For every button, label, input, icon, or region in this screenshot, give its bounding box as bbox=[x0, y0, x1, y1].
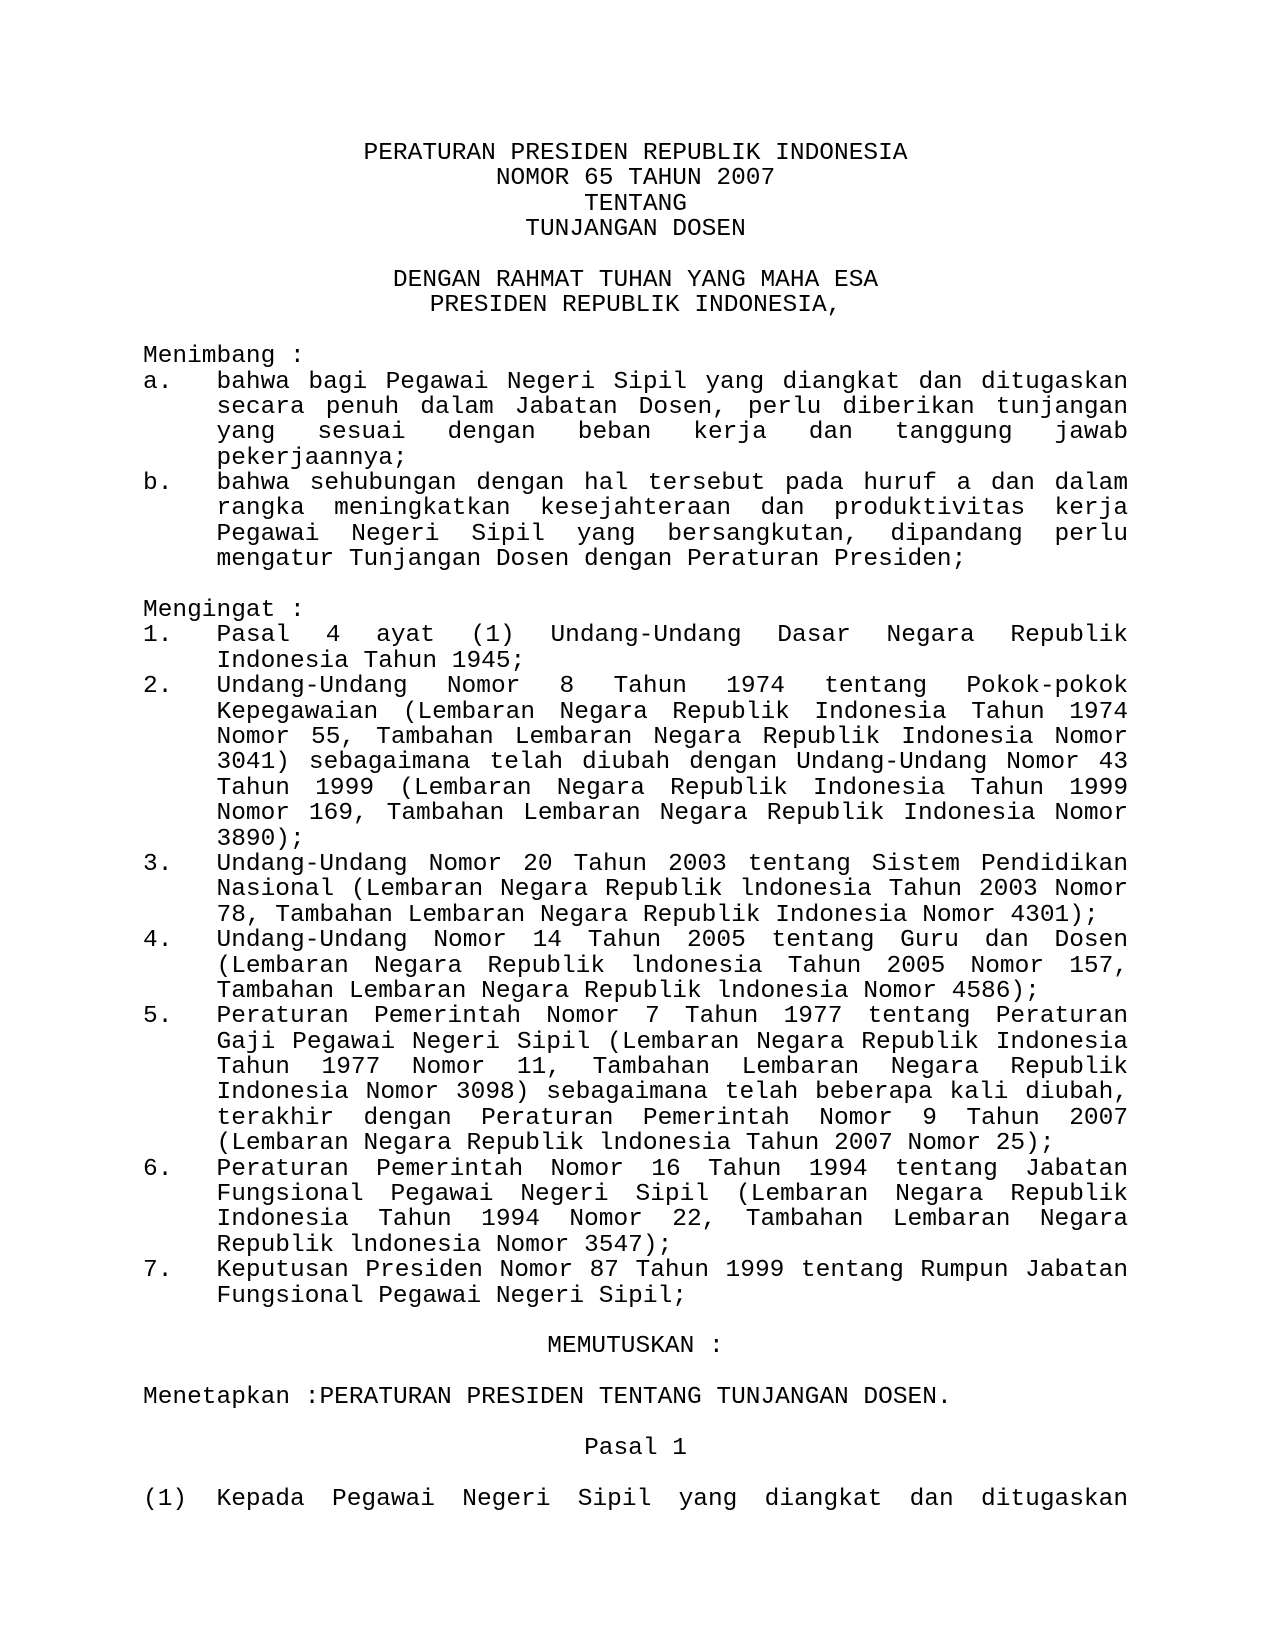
item-marker: (1) bbox=[143, 1485, 188, 1513]
mengingat-item-5 bbox=[143, 1004, 1128, 1156]
item-marker: 6. bbox=[143, 1155, 173, 1183]
spacer-line bbox=[143, 1461, 1128, 1486]
item-text bbox=[217, 1487, 1129, 1512]
text-line: Peraturan Pemerintah Nomor 16 Tahun 1994 tentang Jabatan bbox=[216, 1156, 1129, 1183]
pasal-1-ayat-1 bbox=[143, 1487, 1128, 1512]
menimbang-section bbox=[143, 344, 1128, 573]
text-line: Keputusan Presiden Nomor 87 Tahun 1999 tentang Rumpun Jabatan bbox=[216, 1258, 1129, 1284]
mengingat-item-2 bbox=[143, 674, 1128, 852]
text-line: Nomor 55, Tambahan Lembaran Negara Republik Indonesia Nomor bbox=[216, 724, 1129, 751]
text-line: yang sesuai dengan beban kerja dan tanggung jawab bbox=[216, 420, 1129, 446]
spacer-line bbox=[143, 243, 1128, 268]
mengingat-item-7 bbox=[143, 1258, 1128, 1309]
spacer-line bbox=[143, 573, 1128, 598]
text-line: Fungsional Pegawai Negeri Sipil (Lembaran Negara Republik bbox=[216, 1182, 1129, 1208]
text-line: Pegawai Negeri Sipil yang bersangkutan, dipandang perlu bbox=[216, 521, 1129, 548]
text-line: 3890); bbox=[216, 826, 305, 852]
item-text bbox=[217, 471, 1129, 573]
item-text bbox=[217, 852, 1129, 928]
mengingat-label: Mengingat : bbox=[143, 598, 305, 624]
text-line: Undang-Undang Nomor 14 Tahun 2005 tentang Guru dan Dosen bbox=[216, 928, 1129, 954]
text-line: (Lembaran Negara Republik lndonesia Tahun 2007 Nomor 25); bbox=[216, 1131, 1055, 1157]
menimbang-label: Menimbang : bbox=[143, 344, 305, 370]
menetapkan-label: Menetapkan : bbox=[143, 1385, 320, 1411]
text-line: terakhir dengan Peraturan Pemerintah Nomor 9 Tahun 2007 bbox=[216, 1105, 1129, 1132]
text-line: Gaji Pegawai Negeri Sipil (Lembaran Negara Republik Indonesia bbox=[216, 1029, 1129, 1056]
text-line: Indonesia Tahun 1994 Nomor 22, Tambahan Lembaran Negara bbox=[216, 1207, 1129, 1233]
text-line: bahwa sehubungan dengan hal tersebut pada huruf a dan dalam bbox=[216, 471, 1129, 497]
item-marker: a. bbox=[143, 368, 173, 396]
preamble-line-2: PRESIDEN REPUBLIK INDONESIA, bbox=[429, 293, 842, 319]
text-line: Peraturan Pemerintah Nomor 7 Tahun 1977 tentang Peraturan bbox=[216, 1004, 1129, 1030]
text-line: (Lembaran Negara Republik lndonesia Tahun 2005 Nomor 157, bbox=[216, 953, 1129, 979]
item-text bbox=[217, 623, 1129, 674]
menimbang-item-a bbox=[143, 370, 1128, 472]
item-text bbox=[217, 1157, 1129, 1259]
text-line: bahwa bagi Pegawai Negeri Sipil yang diangkat dan ditugaskan bbox=[216, 369, 1129, 395]
title-line-1: PERATURAN PRESIDEN REPUBLIK INDONESIA bbox=[363, 141, 908, 167]
text-line: mengatur Tunjangan Dosen dengan Peraturan Presiden; bbox=[216, 547, 967, 573]
text-line: Kepada Pegawai Negeri Sipil yang diangkat dan ditugaskan bbox=[216, 1486, 1129, 1513]
text-line: Pasal 4 ayat (1) Undang-Undang Dasar Negara Republik bbox=[216, 623, 1129, 649]
spacer-line bbox=[143, 1309, 1128, 1334]
item-marker: 2. bbox=[143, 673, 173, 701]
text-line: Republik lndonesia Nomor 3547); bbox=[216, 1232, 673, 1259]
item-text bbox=[217, 370, 1129, 472]
memutuskan-heading: MEMUTUSKAN : bbox=[547, 1334, 724, 1360]
text-line: Undang-Undang Nomor 8 Tahun 1974 tentang Pokok-pokok bbox=[216, 674, 1129, 700]
item-text bbox=[217, 674, 1129, 852]
text-line: Indonesia Nomor 3098) sebagaimana telah beberapa kali diubah, bbox=[216, 1080, 1129, 1106]
mengingat-item-3 bbox=[143, 852, 1128, 928]
title-line-2: NOMOR 65 TAHUN 2007 bbox=[495, 166, 776, 192]
regulation-document bbox=[143, 141, 1128, 1512]
text-line: Nomor 169, Tambahan Lembaran Negara Republik Indonesia Nomor bbox=[216, 801, 1129, 827]
text-line: secara penuh dalam Jabatan Dosen, perlu diberikan tunjangan bbox=[216, 394, 1129, 421]
text-line: pekerjaannya; bbox=[216, 445, 408, 472]
text-line: Tahun 1999 (Lembaran Negara Republik Indonesia Tahun 1999 bbox=[216, 775, 1129, 802]
item-marker: 7. bbox=[143, 1257, 173, 1285]
text-line: 3041) sebagaimana telah diubah dengan Undang-Undang Nomor 43 bbox=[216, 750, 1129, 776]
item-marker: 4. bbox=[143, 927, 173, 955]
item-text bbox=[217, 1258, 1129, 1309]
spacer-line bbox=[143, 319, 1128, 344]
menetapkan-text: PERATURAN PRESIDEN TENTANG TUNJANGAN DOSEN. bbox=[319, 1385, 952, 1411]
document-header bbox=[143, 141, 1128, 319]
mengingat-item-4 bbox=[143, 928, 1128, 1004]
item-text bbox=[217, 928, 1129, 1004]
pasal-1-heading: Pasal 1 bbox=[584, 1435, 687, 1462]
title-line-3: TENTANG bbox=[584, 191, 687, 218]
menimbang-item-b bbox=[143, 471, 1128, 573]
text-line: Nasional (Lembaran Negara Republik lndonesia Tahun 2003 Nomor bbox=[216, 877, 1129, 903]
text-line: Indonesia Tahun 1945; bbox=[216, 648, 526, 675]
mengingat-section bbox=[143, 598, 1128, 1309]
text-line: Undang-Undang Nomor 20 Tahun 2003 tentang Sistem Pendidikan bbox=[216, 851, 1129, 878]
spacer-line bbox=[143, 1360, 1128, 1385]
mengingat-item-6 bbox=[143, 1157, 1128, 1259]
text-line: Kepegawaian (Lembaran Negara Republik Indonesia Tahun 1974 bbox=[216, 699, 1129, 725]
title-line-4: TUNJANGAN DOSEN bbox=[525, 217, 746, 243]
text-line: rangka meningkatkan kesejahteraan dan produktivitas kerja bbox=[216, 496, 1129, 522]
item-text bbox=[217, 1004, 1129, 1156]
mengingat-item-1 bbox=[143, 623, 1128, 674]
text-line: Tambahan Lembaran Negara Republik lndonesia Nomor 4586); bbox=[216, 978, 1040, 1005]
text-line: Tahun 1977 Nomor 11, Tambahan Lembaran Negara Republik bbox=[216, 1055, 1129, 1081]
item-marker: 1. bbox=[143, 622, 173, 650]
text-line: Fungsional Pegawai Negeri Sipil; bbox=[216, 1283, 687, 1309]
item-marker: 3. bbox=[143, 850, 173, 878]
item-marker: b. bbox=[143, 470, 173, 498]
item-marker: 5. bbox=[143, 1003, 173, 1031]
text-line: 78, Tambahan Lembaran Negara Republik Indonesia Nomor 4301); bbox=[216, 902, 1099, 929]
menetapkan-line bbox=[143, 1385, 1128, 1410]
preamble-line-1: DENGAN RAHMAT TUHAN YANG MAHA ESA bbox=[392, 267, 879, 294]
spacer-line bbox=[143, 1411, 1128, 1436]
